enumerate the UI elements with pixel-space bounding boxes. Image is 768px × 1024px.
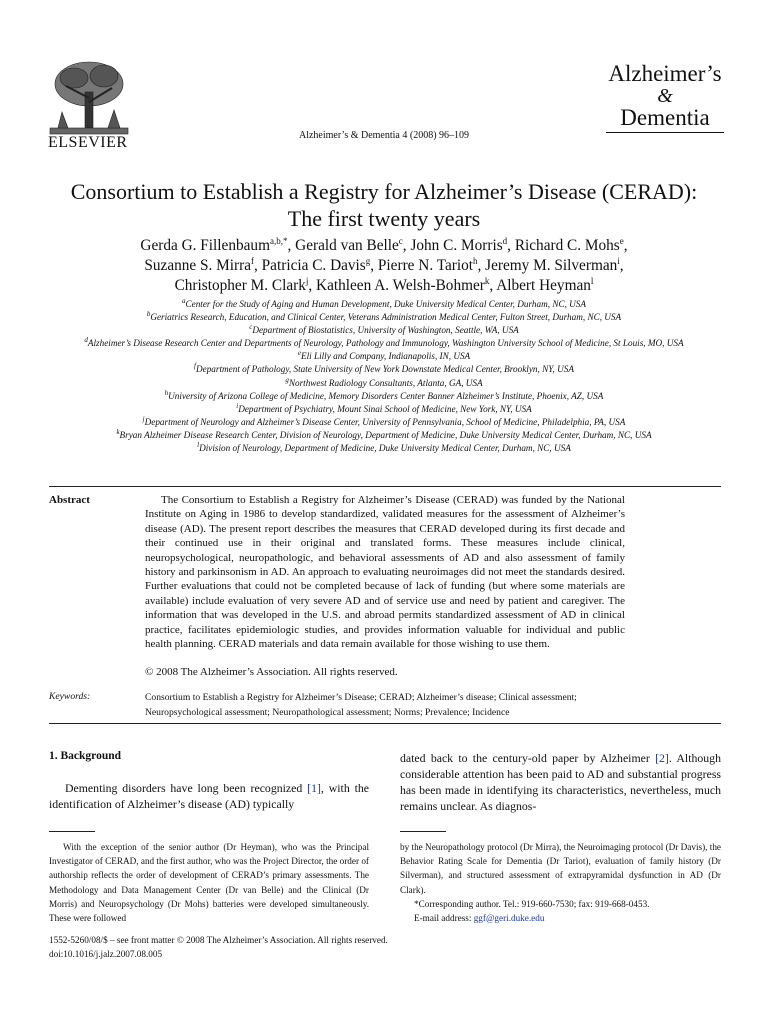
article-title [30, 178, 738, 232]
affiliation-text: Department of Pathology, State University of New York Downstate Medical Center, Brooklyn, NY, USA [196, 364, 574, 375]
section-heading: 1. Background [49, 750, 122, 762]
journal-reference: Alzheimer’s & Dementia 4 (2008) 96–109 [298, 130, 470, 141]
author [316, 277, 489, 294]
right-footnote-rule [400, 831, 446, 832]
left-column-paragraph [49, 780, 369, 812]
bottom-matter [49, 934, 388, 961]
author [515, 237, 624, 254]
affiliation [40, 350, 728, 363]
affiliation [40, 324, 728, 337]
affiliation [40, 298, 728, 311]
author-name: Kathleen A. Welsh-Bohmer [316, 277, 485, 294]
affiliation [40, 377, 728, 390]
right-text-2: . Although considerable attention has been paid to AD and substantial progress has been made in identifying its characteristics, nevertheless, much remains unclear. As diagnos- [400, 751, 721, 813]
reference-link-2[interactable]: [2] [655, 751, 669, 765]
right-footnote-text: by the Neuropathology protocol (Dr Mirra), the Neuroimaging protocol (Dr Davis), the Behavior Rating Scale for Dementia (Dr Tariot), evaluation of family history (Dr Silverman), and structured assessment of extrapyramidal dysfunction in AD (Dr Clark). [400, 842, 721, 895]
affiliation [40, 442, 728, 455]
author-list: Gerda G. Fillenbaum$^{a,b,*}$, Gerald van Belle$^c$, John C. Morris$^d$, Richard C. Mohs$^e$, Suzanne S. Mirra$^f$, Patricia C. Davis$^g$, Pierre N. Tariot$^h$, Jeremy M. Silverman$^i$, Christopher M. Clark$^j$, Kathleen A. Welsh-Bohmer$^k$, Albert Heyman$^l$ [140, 236, 628, 294]
affiliation-list [40, 298, 728, 455]
publisher-name: ELSEVIER [48, 134, 128, 151]
abstract-text: The Consortium to Establish a Registry for Alzheimer’s Disease (CERAD) was funded by the National Institute on Aging in 1986 to develop standardized, validated measures for the assessment of Alzheimer’s disease (AD). The present report describes the measures that CERAD developed during its first decade and their continued use in their original and translated forms. These measures include clinical, neuropsychological, neuropathologic, and behavioral assessments of AD and also assessment of family history and parkinsonism in AD. An approach to evaluating neuroimages did not meet the standards desired. Further evaluations that could not be completed because of lack of funding (but where some materials are available) include evaluation of very severe AD and of service use and need by patient and caregiver. The information that was developed in the U.S. and abroad permits standardized assessment of AD in clinical practice, facilitates epidemiologic studies, and provides information valuable for individual and public health planning. CERAD materials and data remain available for those wishing to use them. [145, 494, 625, 651]
email-line [400, 911, 721, 925]
author-affiliation-marker: l [590, 276, 594, 286]
author [496, 277, 593, 294]
title-line-2: The first twenty years [287, 206, 481, 231]
affiliation-key: c [249, 323, 253, 332]
affiliation-text: Department of Psychiatry, Mount Sinai School of Medicine, New York, NY, USA [238, 403, 532, 414]
affiliation-text: Department of Neurology and Alzheimer’s Disease Center, University of Pennsylvania, School of Medicine, Philadelphia, PA, USA [144, 416, 626, 427]
affiliation-key: g [285, 375, 289, 384]
author-affiliation-marker: c [398, 236, 403, 246]
doi-line: doi:10.1016/j.jalz.2007.08.005 [49, 948, 163, 959]
email-label: E-mail address: [414, 913, 474, 924]
issn-line: 1552-5260/08/$ – see front matter © 2008 The Alzheimer’s Association. All rights reserved. [49, 935, 388, 945]
author-affiliation-marker: e [619, 236, 624, 246]
affiliation-text: Center for the Study of Aging and Human Development, Duke University Medical Center, Durham, NC, USA [185, 299, 587, 309]
journal-logo-ampersand: & [657, 85, 673, 107]
affiliation-text: Bryan Alzheimer Disease Research Center, Division of Neurology, Department of Medicine, Duke University Medical Center, Durham, NC, USA [119, 429, 652, 440]
left-text-1: Dementing disorders have long been recognized [65, 781, 308, 795]
right-text-1: dated back to the century-old paper by Alzheimer [400, 751, 656, 765]
author-affiliation-marker: k [484, 276, 490, 286]
left-footnote-rule [49, 831, 95, 832]
author-affiliation-marker: a,b,* [269, 236, 288, 246]
author-affiliation-marker: d [502, 236, 508, 246]
author-name: Albert Heyman [496, 277, 591, 294]
affiliation [40, 337, 728, 350]
author-name: Suzanne S. Mirra [144, 257, 252, 274]
author-name: John C. Morris [410, 237, 503, 254]
author-affiliation-marker: h [473, 256, 478, 266]
affiliation-key: k [116, 427, 120, 436]
author [295, 237, 403, 254]
author [262, 257, 371, 274]
author [485, 257, 620, 274]
author-name: Richard C. Mohs [514, 237, 620, 254]
affiliation-key: j [142, 414, 145, 423]
affiliation-key: d [84, 336, 88, 345]
affiliation [40, 390, 728, 403]
author [175, 277, 309, 294]
abstract-copyright: © 2008 The Alzheimer’s Association. All rights reserved. [145, 666, 398, 678]
journal-logo-line1: Alzheimer’s [608, 61, 722, 86]
affiliation-text: Eli Lilly and Company, Indianapolis, IN, USA [300, 351, 471, 362]
affiliation-text: Alzheimer’s Disease Research Center and Departments of Neurology, Pathology and Immunology, Washington University School of Medicine, St Louis, MO, USA [87, 338, 684, 349]
journal-logo-line3: Dementia [620, 105, 710, 130]
abstract-top-rule [49, 486, 721, 487]
author [410, 237, 507, 254]
reference-link-1[interactable]: [1] [307, 781, 321, 795]
affiliation [40, 429, 728, 442]
right-column-paragraph [400, 750, 721, 814]
corresponding-author: *Corresponding author. Tel.: 919-660-7530; fax: 919-668-0453. [414, 898, 650, 909]
left-footnote: With the exception of the senior author (Dr Heyman), who was the Principal Investigator of CERAD, and the first author, who was the Project Director, the order of authorship reflects the order of development of CERAD’s primary assessments. The Methodology and Data Management Center (Dr van Belle) and the Clinical (Dr Morris) and Neuropsychology (Dr Mohs) batteries were developed simultaneously. These were followed [49, 842, 369, 924]
author-affiliation-marker: f [251, 256, 255, 266]
affiliation-text: Division of Neurology, Department of Medicine, Duke University Medical Center, Durham, NC, USA [199, 443, 571, 454]
affiliation-key: f [194, 362, 196, 371]
author-affiliation-marker: i [617, 256, 620, 266]
author-name: Pierre N. Tariot [377, 257, 473, 274]
author-name: Patricia C. Davis [261, 257, 366, 274]
keywords-text: Consortium to Establish a Registry for Alzheimer’s Disease; CERAD; Alzheimer’s disease; Clinical assessment; Neuropsychological assessment; Neuropathological assessment; Norms; Prevalence; Incidence [145, 692, 577, 718]
author-name: Jeremy M. Silverman [485, 257, 618, 274]
affiliation-text: Geriatrics Research, Education, and Clinical Center, Veterans Administration Medical Center, Fulton Street, Durham, NC, USA [150, 312, 622, 323]
affiliation-text: Department of Biostatistics, University of Washington, Seattle, WA, USA [252, 325, 519, 336]
author [140, 237, 287, 254]
author [378, 257, 478, 274]
affiliation-text: Northwest Radiology Consultants, Atlanta, GA, USA [288, 377, 483, 388]
abstract-label: Abstract [49, 494, 90, 506]
email-link[interactable]: ggf@geri.duke.edu [473, 913, 545, 924]
author-name: Gerald van Belle [295, 237, 399, 254]
title-line-1: Consortium to Establish a Registry for Alzheimer’s Disease (CERAD): [70, 179, 698, 204]
affiliation-key: l [197, 441, 200, 450]
affiliation-text: University of Arizona College of Medicine, Memory Disorders Center Banner Alzheimer’s Institute, Phoenix, AZ, USA [168, 390, 604, 401]
affiliation [40, 363, 728, 376]
author-affiliation-marker: j [305, 276, 309, 286]
author-affiliation-marker: g [365, 256, 371, 266]
affiliation-key: i [236, 401, 239, 410]
keywords-label: Keywords: [49, 691, 91, 702]
affiliation-key: b [146, 310, 151, 319]
affiliation-key: a [181, 297, 186, 305]
left-text-2: , with the identification of Alzheimer’s disease (AD) typically [49, 781, 369, 811]
right-footnote [400, 840, 721, 925]
affiliation [40, 416, 728, 429]
author-name: Gerda G. Fillenbaum [140, 237, 270, 254]
author [144, 257, 254, 274]
affiliation-key: h [164, 388, 169, 397]
author-name: Christopher M. Clark [174, 277, 306, 294]
journal-logo-rule [606, 132, 724, 133]
affiliation [40, 311, 728, 324]
journal-logo [606, 62, 724, 129]
affiliation-key: e [297, 349, 301, 358]
abstract-bottom-rule [49, 723, 721, 724]
